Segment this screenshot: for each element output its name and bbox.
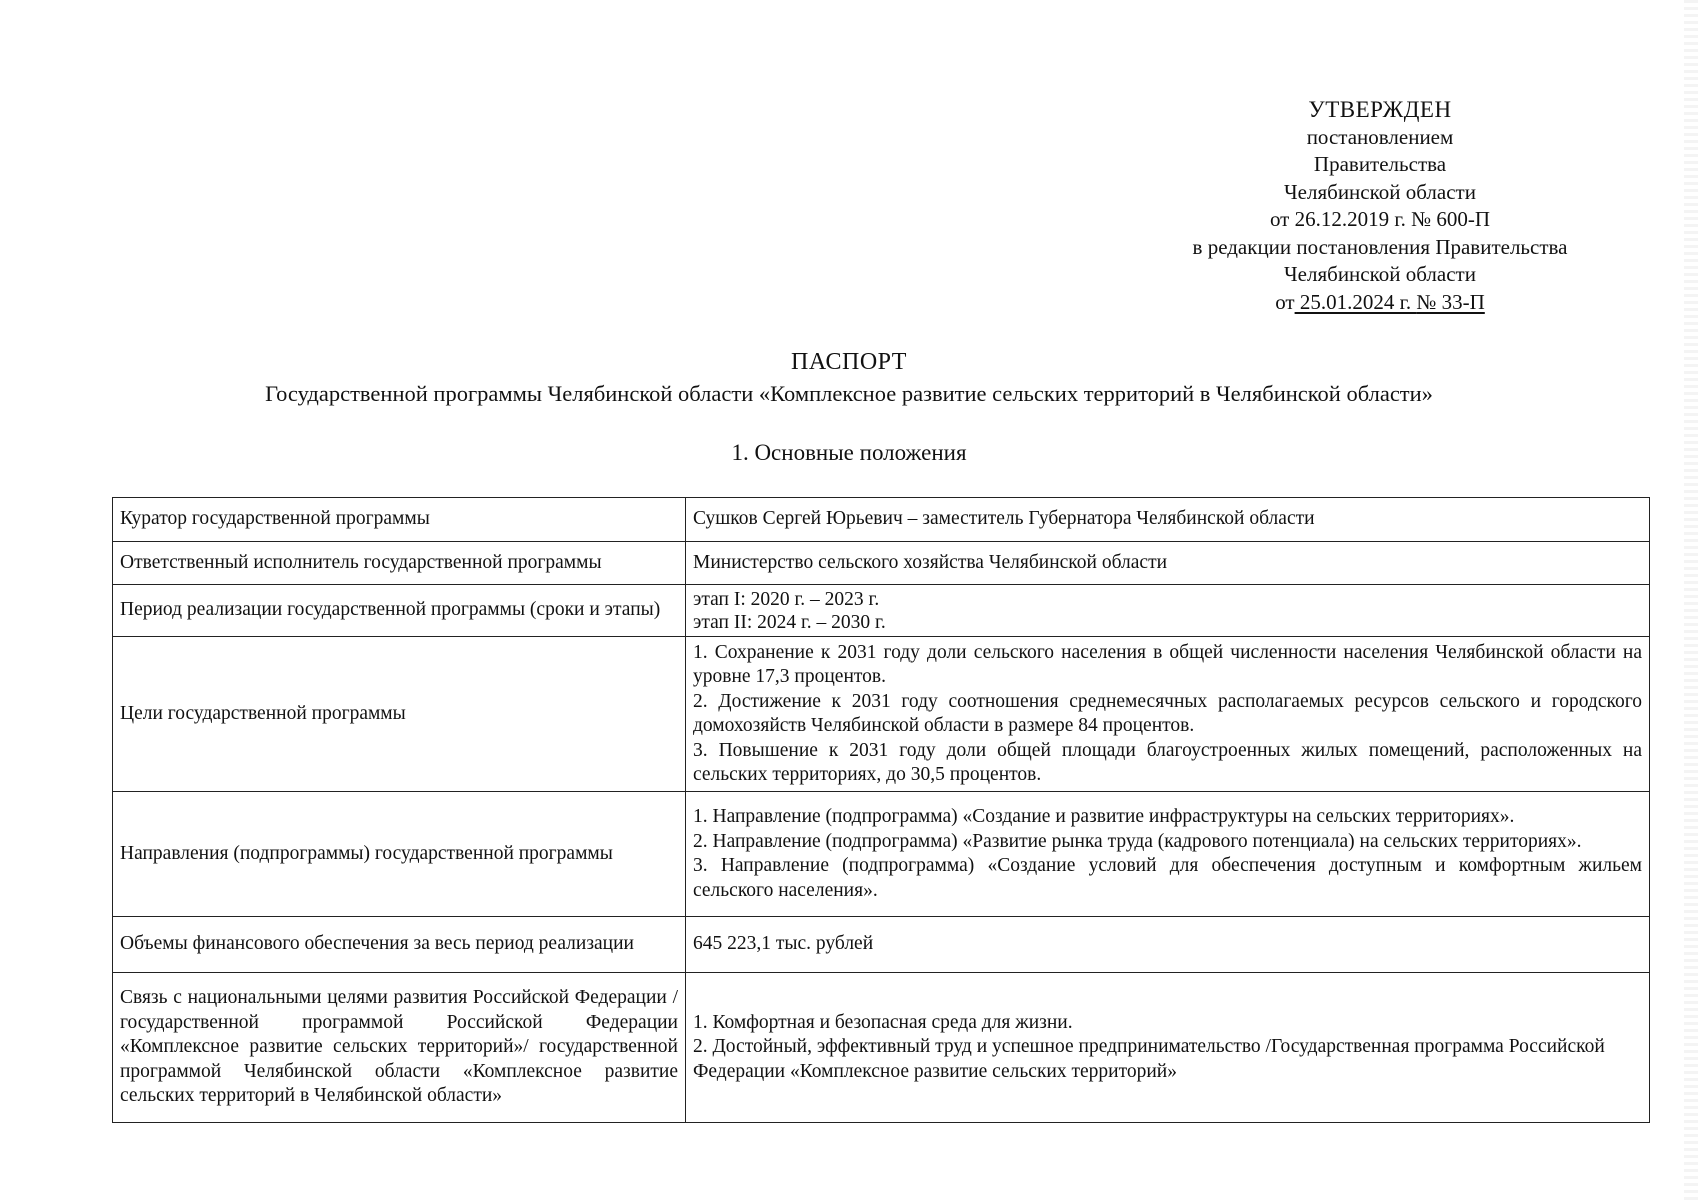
row-value — [686, 973, 1650, 1123]
table-row — [113, 585, 1650, 637]
goal-item: 3. Повышение к 2031 году доли общей площади благоустроенных жилых помещений, расположенных на сельских территориях, до 30,5 процентов. — [693, 739, 1642, 785]
passport-table — [112, 497, 1650, 1123]
direction-item: 3. Направление (подпрограмма) «Создание условий для обеспечения доступным и комфортным жильем сельского населения». — [693, 855, 1642, 901]
stage-item: этап I: 2020 г. – 2023 г. — [693, 588, 880, 610]
approval-line: в редакции постановления Правительства — [1192, 234, 1568, 259]
table-row — [113, 637, 1650, 792]
row-label: Направления (подпрограммы) государственной программы — [113, 792, 686, 917]
goal-item: 2. Достижение к 2031 году соотношения среднемесячных располагаемых ресурсов сельского и городского домохозяйств Челябинской области в размере 84 процентов. — [693, 690, 1642, 736]
scan-edge-stamp — [1684, 0, 1698, 1200]
table-row — [113, 973, 1650, 1123]
approval-last-date: 25.01.2024 г. — [1294, 289, 1417, 314]
row-label: Ответственный исполнитель государственной программы — [113, 542, 686, 585]
approval-line: постановлением — [1306, 124, 1454, 149]
approval-last-number: № 33-П — [1416, 289, 1485, 314]
table-row — [113, 498, 1650, 542]
row-value — [686, 637, 1650, 792]
approval-heading: УТВЕРЖДЕН — [1308, 97, 1452, 122]
row-label: Цели государственной программы — [113, 637, 686, 792]
goal-item: 1. Сохранение к 2031 году доли сельского населения в общей численности населения Челябинской области на уровне 17,3 процентов. — [693, 641, 1642, 687]
row-value: 645 223,1 тыс. рублей — [686, 917, 1650, 973]
document-titles — [0, 348, 1698, 467]
table-row — [113, 792, 1650, 917]
table-row — [113, 542, 1650, 585]
approval-last-prefix: от — [1275, 289, 1295, 314]
link-item: 2. Достойный, эффективный труд и успешное предпринимательство /Государственная программа Российской Федерации «Комплексное развитие сельских территорий» — [693, 1036, 1605, 1082]
approval-block — [1160, 96, 1600, 316]
row-label: Куратор государственной программы — [113, 498, 686, 542]
row-value: Министерство сельского хозяйства Челябинской области — [686, 542, 1650, 585]
program-title: Государственной программы Челябинской области «Комплексное развитие сельских территорий в Челябинской области» — [265, 381, 1433, 406]
row-label: Объемы финансового обеспечения за весь период реализации — [113, 917, 686, 973]
link-item: 1. Комфортная и безопасная среда для жизни. — [693, 1011, 1073, 1033]
row-value: Сушков Сергей Юрьевич – заместитель Губернатора Челябинской области — [686, 498, 1650, 542]
row-value — [686, 792, 1650, 917]
approval-line: Челябинской области — [1284, 179, 1476, 204]
passport-title: ПАСПОРТ — [791, 349, 907, 375]
row-label: Период реализации государственной программы (сроки и этапы) — [113, 585, 686, 637]
stage-item: этап II: 2024 г. – 2030 г. — [693, 611, 886, 633]
section-title: 1. Основные положения — [731, 440, 967, 465]
row-label: Связь с национальными целями развития Российской Федерации / государственной программой Российской Федерации «Комплексное развитие сельских территорий»/ государственной программой Челябинской области «Комплексное развитие сельских территорий в Челябинской области» — [113, 973, 686, 1123]
direction-item: 2. Направление (подпрограмма) «Развитие рынка труда (кадрового потенциала) на сельских территориях». — [693, 830, 1582, 852]
approval-line: Правительства — [1313, 152, 1447, 176]
direction-item: 1. Направление (подпрограмма) «Создание и развитие инфраструктуры на сельских территориях». — [693, 806, 1515, 827]
approval-line: от 26.12.2019 г. № 600-П — [1269, 207, 1491, 231]
table-row — [113, 917, 1650, 973]
row-value — [686, 585, 1650, 637]
approval-last-line — [1160, 289, 1600, 317]
approval-line: Челябинской области — [1284, 262, 1476, 286]
